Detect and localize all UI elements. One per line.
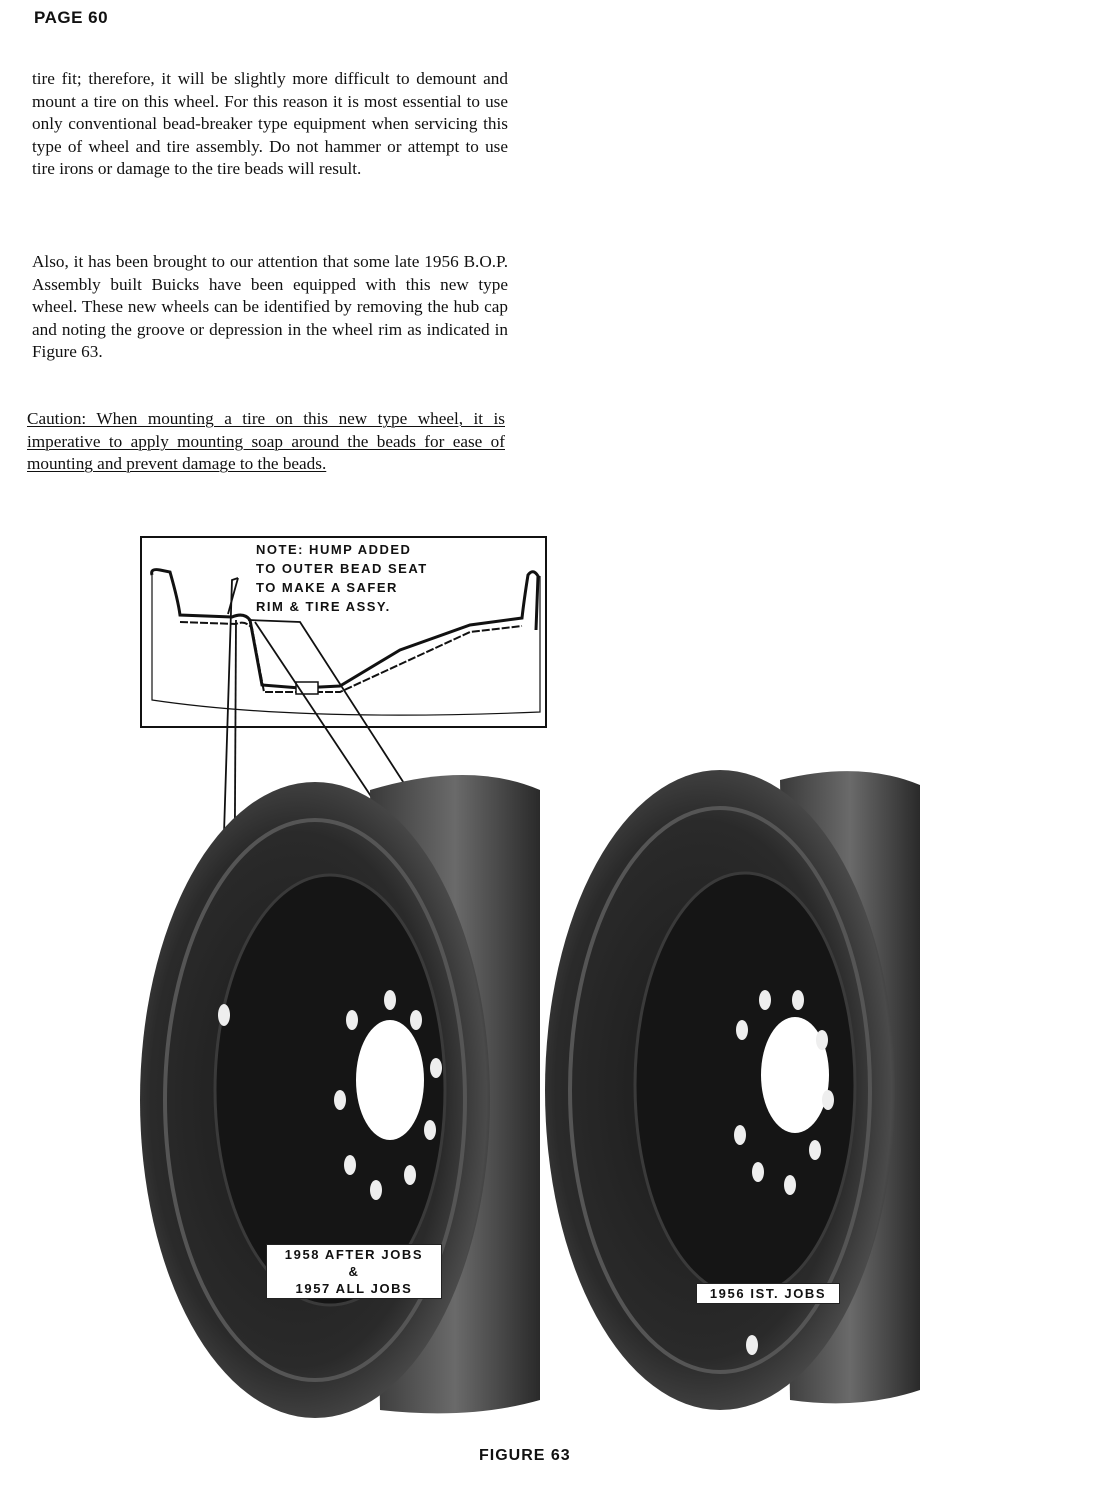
body-paragraph-2: Also, it has been brought to our attention that some late 1956 B.O.P. Assembly built Buicks have been equipped with this new type wheel. These new wheels can be identified by removing the hub cap and noting the groove or depression in the wheel rim as indicated in Figure 63.: [32, 252, 508, 362]
figure-caption: FIGURE 63: [479, 1447, 571, 1464]
wheel-label-left-line2: &: [348, 1264, 360, 1279]
wheel-photo-left: [140, 775, 540, 1418]
wheel-label-right: 1956 IST. JOBS: [696, 1283, 840, 1304]
wheel-label-left: [266, 1244, 442, 1299]
wheel-photo-right: [545, 770, 920, 1410]
page-number: PAGE 60: [34, 8, 109, 27]
caution-note: Caution: When mounting a tire on this new type wheel, it is imperative to apply mounting soap around the beads for ease of mounting and prevent damage to the beads.: [27, 409, 505, 474]
wheel-label-left-line3: 1957 ALL JOBS: [295, 1281, 413, 1296]
body-paragraph-1: tire fit; therefore, it will be slightly more difficult to demount and mount a tire on this wheel. For this reason it is most essential to use only conventional bead-breaker type equipment when servicing this type of wheel and tire assembly. Do not hammer or attempt to use tire irons or damage to the tire beads will result.: [32, 69, 508, 179]
wheel-label-left-line1: 1958 AFTER JOBS: [284, 1247, 424, 1262]
inset-note-text: NOTE: HUMP ADDED TO OUTER BEAD SEAT TO MAKE A SAFER RIM & TIRE ASSY.: [256, 542, 428, 614]
